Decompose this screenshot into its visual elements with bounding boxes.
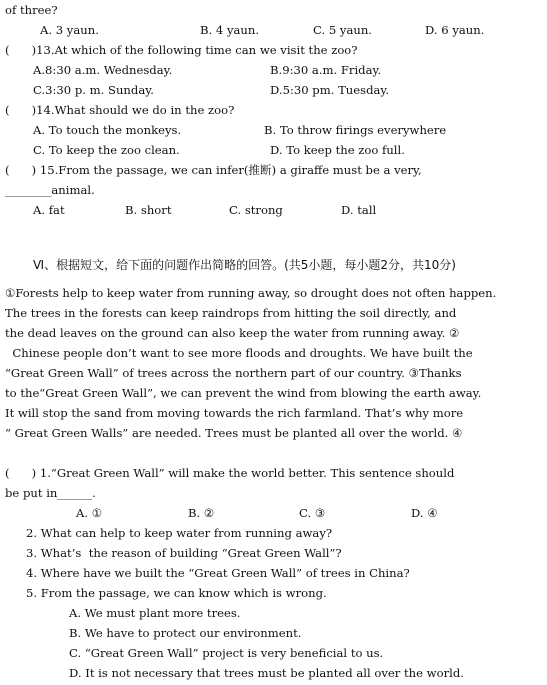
q1-option-c: C. ③	[299, 506, 326, 520]
passage-line: the dead leaves on the ground can also keep the water from running away. ②	[5, 326, 460, 340]
q14-option-d: D. To keep the zoo full.	[270, 143, 405, 157]
q1-option-d: D. ④	[411, 506, 438, 520]
q5-option-d: D. It is not necessary that trees must be planted all over the world.	[69, 666, 464, 680]
q12-option-c: C. 5 yaun.	[313, 23, 372, 37]
q15-stem: ( ) 15.From the passage, we can infer(推断) a giraffe must be a very,	[5, 163, 422, 177]
passage-line: The trees in the forests can keep raindrops from hitting the soil directly, and	[5, 306, 457, 320]
q4-stem: 4. Where have we built the “Great Green Wall” of trees in China?	[26, 566, 410, 580]
q15-option-c: C. strong	[229, 203, 283, 217]
q12-option-d: D. 6 yaun.	[425, 23, 485, 37]
q5-stem: 5. From the passage, we can know which is wrong.	[26, 586, 327, 600]
q1-stem: ( ) 1.“Great Green Wall” will make the world better. This sentence should	[5, 466, 455, 480]
passage-line: “ Great Green Walls” are needed. Trees must be planted all over the world. ④	[5, 426, 463, 440]
q5-option-b: B. We have to protect our environment.	[69, 626, 302, 640]
q14-option-a: A. To touch the monkeys.	[33, 123, 182, 137]
q5-option-c: C. “Great Green Wall” project is very beneficial to us.	[69, 646, 384, 660]
q12-option-b: B. 4 yaun.	[200, 23, 260, 37]
q1-option-a: A. ①	[76, 506, 103, 520]
q3-stem: 3. What’s the reason of building “Great Green Wall”?	[26, 546, 342, 560]
q1-option-b: B. ②	[188, 506, 215, 520]
q14-option-b: B. To throw firings everywhere	[264, 123, 447, 137]
q13-option-d: D.5:30 pm. Tuesday.	[270, 83, 390, 97]
q13-stem: ( )13.At which of the following time can we visit the zoo?	[5, 43, 358, 57]
passage-line: It will stop the sand from moving towards the rich farmland. That’s why more	[5, 406, 464, 420]
q13-option-b: B.9:30 a.m. Friday.	[270, 63, 382, 77]
q12-option-a: A. 3 yaun.	[40, 23, 99, 37]
passage-line: Chinese people don’t want to see more floods and droughts. We have built the	[5, 346, 473, 360]
q2-stem: 2. What can help to keep water from running away?	[26, 526, 333, 540]
passage-line: “Great Green Wall” of trees across the northern part of our country. ③Thanks	[5, 366, 462, 380]
q15-option-d: D. tall	[341, 203, 377, 217]
section-heading: Ⅵ、根据短文，给下面的问题作出简略的回答。(共5小题，每小题2分，共10分)	[33, 258, 456, 272]
q1-stem-continued: be put in______.	[5, 486, 96, 500]
q14-stem: ( )14.What should we do in the zoo?	[5, 103, 235, 117]
q12-stem-end: of three?	[5, 3, 58, 17]
q15-option-a: A. fat	[33, 203, 65, 217]
q15-option-b: B. short	[125, 203, 172, 217]
passage-line: ①Forests help to keep water from running away, so drought does not often happen.	[5, 286, 497, 300]
q5-option-a: A. We must plant more trees.	[69, 606, 241, 620]
q15-stem-continued: ________animal.	[5, 183, 95, 197]
q13-option-a: A.8:30 a.m. Wednesday.	[33, 63, 173, 77]
q13-option-c: C.3:30 p. m. Sunday.	[33, 83, 154, 97]
passage-line: to the“Great Green Wall”, we can prevent the wind from blowing the earth away.	[5, 386, 482, 400]
q14-option-c: C. To keep the zoo clean.	[33, 143, 180, 157]
